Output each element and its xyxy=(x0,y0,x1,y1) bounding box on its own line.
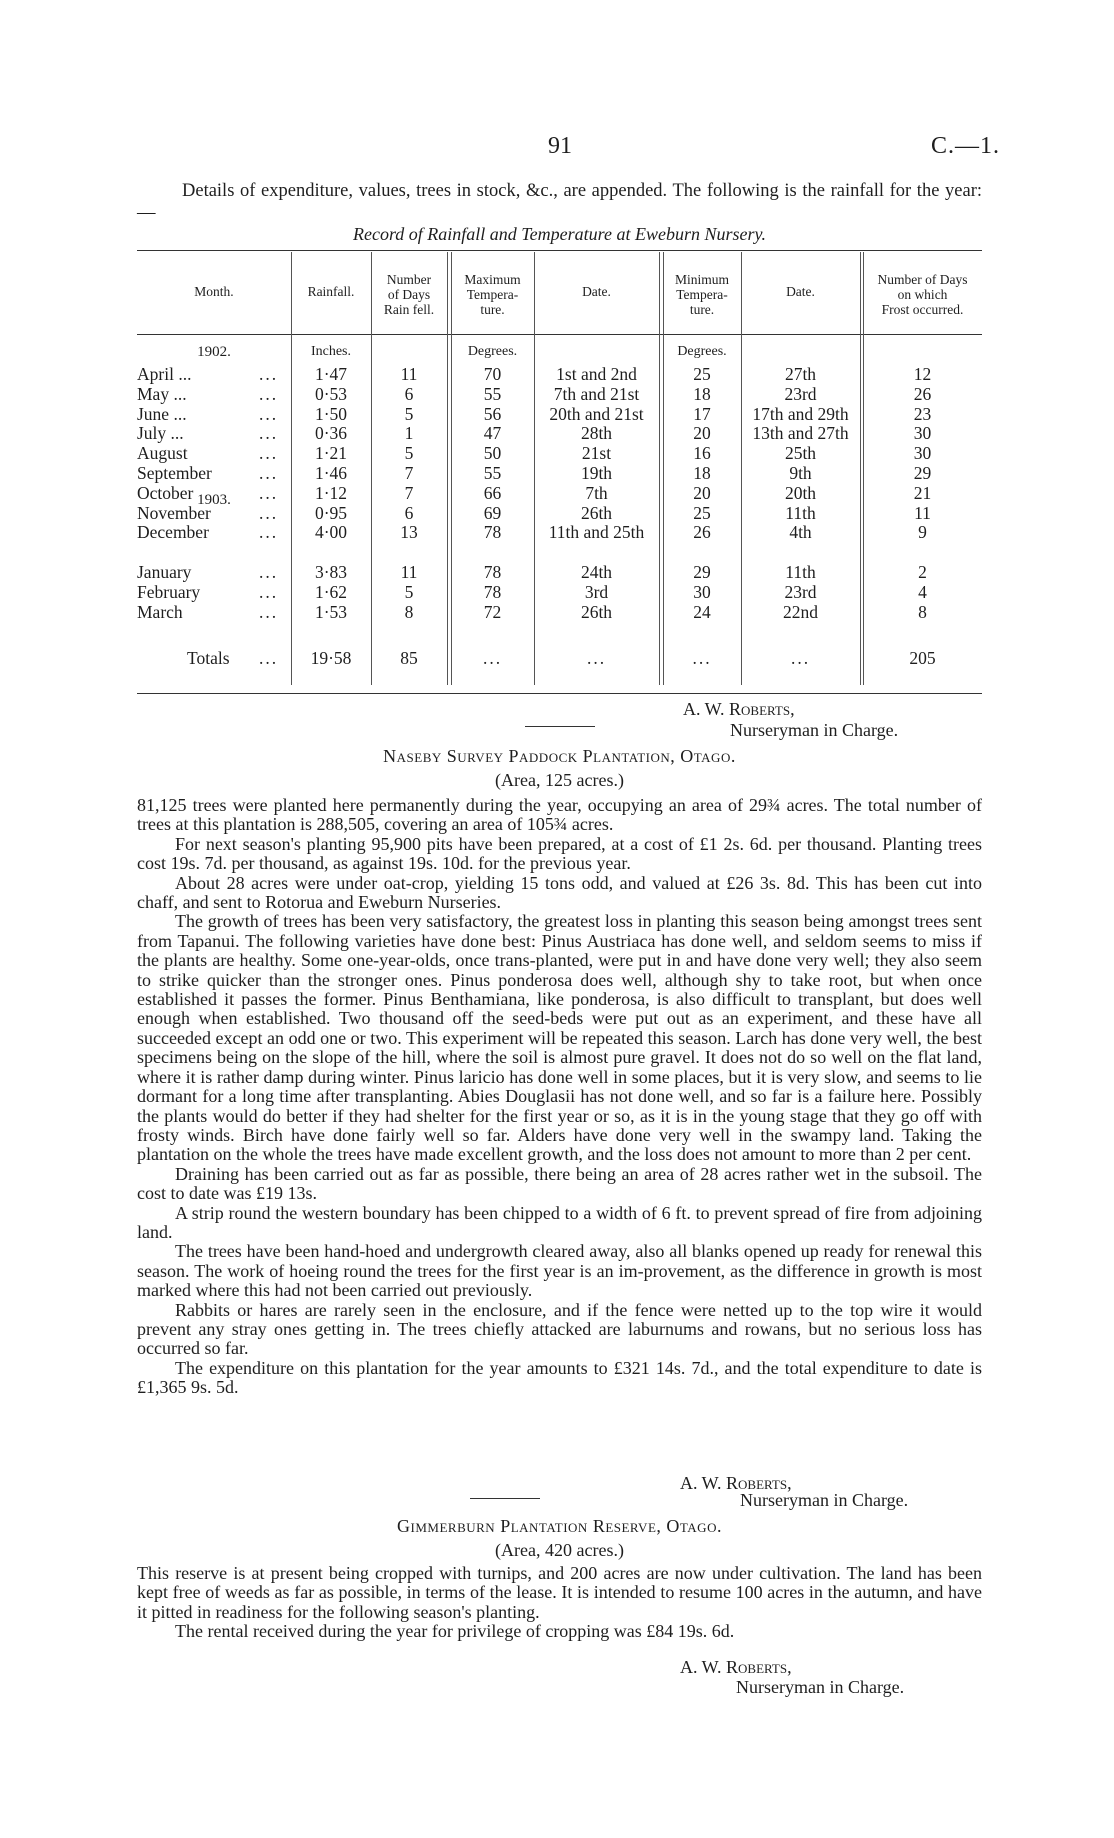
cell-leader-dots: ... xyxy=(259,502,279,523)
cell-days: 6 xyxy=(404,502,414,523)
totals-frost: 205 xyxy=(909,648,936,668)
col-divider xyxy=(860,252,861,685)
totals-date-min-empty: ... xyxy=(790,648,811,668)
header-line: Number of Days xyxy=(877,272,968,287)
cell-days: 11 xyxy=(400,364,418,384)
cell-frost: 26 xyxy=(913,383,932,404)
cell-date-max: 24th xyxy=(580,562,613,582)
totals-rain: 19·58 xyxy=(310,648,352,668)
year-1902: 1902. xyxy=(197,344,231,360)
cell-date-min: 13th and 27th xyxy=(752,423,849,444)
separator-dash xyxy=(470,1498,540,1499)
header-frost-days xyxy=(863,272,982,317)
naseby-paragraph: A strip round the western boundary has been chipped to a width of 6 ft. to prevent spread of fire from adjoining land. xyxy=(137,1202,982,1242)
header-line: Rain fell. xyxy=(383,302,435,317)
section-area-naseby: (Area, 125 acres.) xyxy=(495,770,624,790)
unit-inches: Inches. xyxy=(310,344,352,359)
cell-month: October xyxy=(137,482,194,503)
cell-date-max: 7th and 21st xyxy=(553,383,640,404)
cell-rain: 1·47 xyxy=(314,364,348,384)
cell-frost: 8 xyxy=(918,601,927,622)
cell-min: 20 xyxy=(693,482,711,503)
cell-min: 26 xyxy=(693,522,711,543)
naseby-paragraph: Draining has been carried out as far as possible, there being an area of 28 acres rather wet in the subsoil. The cost to date was £19 13s. xyxy=(137,1163,982,1204)
year-1903: 1903. xyxy=(197,492,231,508)
unit-degrees-min: Degrees. xyxy=(677,344,727,359)
cell-leader-dots: ... xyxy=(259,423,279,444)
cell-min: 16 xyxy=(693,443,711,464)
totals-days: 85 xyxy=(400,648,418,668)
table-bottom-rule xyxy=(137,693,982,694)
cell-frost: 2 xyxy=(918,562,927,582)
cell-min: 17 xyxy=(693,403,711,424)
naseby-paragraph: The growth of trees has been very satisfactory, the greatest loss in planting this season being amongst trees sent from Tapanui. The following varieties have done best: Pinus Austriaca has done well, and seldom seems to miss if the plants are healthy. Some one-year-olds, once trans-planted, were put in and have done very well; they also seem to strike quicker than the stronger ones. Pinus ponderosa does well, although shy to take root, but when once established it passes the former. Pinus Benthamiana, like ponderosa, is also difficult to transplant, but does well enough when established. Two thousand off the seed-beds were put out as an experiment, and these have all succeeded except an odd one or two. This experiment will be repeated this season. Larch has done very well, the best specimens being on the slope of the hill, where the soil is almost pure gravel. It does not do so well on the flat land, where it is rather damp during winter. Pinus laricio has done well in some places, but it is very slow, and seems to lie dormant for a long time after transplanting. Abies Douglasii has not done well, and so far is a failure here. Possibly the plants would do better if they had shelter for the first year or so, as it is in the young stage that they go off with frosty winds. Birch have done fairly well so far. Alders have done very well in the swampy land. Taking the plantation on the whole the trees have made excellent growth, and the loss does not amount to more than 2 per cent. xyxy=(137,911,982,1165)
section-title-gimmerburn: Gimmerburn Plantation Reserve, Otago. xyxy=(397,1516,722,1536)
cell-date-min: 20th xyxy=(784,482,817,503)
cell-leader-dots: ... xyxy=(259,364,279,384)
section-title-naseby: Naseby Survey Paddock Plantation, Otago. xyxy=(383,746,736,766)
cell-rain: 1·12 xyxy=(314,482,348,503)
cell-month: February xyxy=(137,581,201,602)
cell-frost: 23 xyxy=(913,403,932,424)
cell-frost: 9 xyxy=(918,522,927,543)
cell-leader-dots: ... xyxy=(259,403,279,424)
header-line: Minimum xyxy=(674,272,729,287)
table-caption: Record of Rainfall and Temperature at Eweburn Nursery. xyxy=(353,224,766,244)
header-max-temp xyxy=(451,272,534,317)
cell-date-max: 7th xyxy=(585,482,608,503)
table-header-rule xyxy=(137,334,982,335)
cell-min: 20 xyxy=(693,423,711,444)
cell-frost: 30 xyxy=(913,423,932,444)
cell-date-min: 25th xyxy=(784,443,817,464)
cell-date-max: 19th xyxy=(580,463,613,483)
cell-leader-dots: ... xyxy=(259,581,279,602)
cell-frost: 4 xyxy=(918,581,927,602)
cell-rain: 0·53 xyxy=(314,383,348,404)
header-line: Maximum xyxy=(464,272,521,287)
cell-month: August xyxy=(137,443,188,464)
header-date-min: Date. xyxy=(786,284,815,299)
document-reference: C.—1. xyxy=(930,133,1000,159)
header-line: Frost occurred. xyxy=(881,302,964,317)
cell-leader-dots: ... xyxy=(259,443,279,464)
cell-month: July ... xyxy=(137,423,184,444)
cell-leader-dots: ... xyxy=(259,482,279,503)
cell-days: 6 xyxy=(404,383,414,404)
naseby-paragraph: About 28 acres were under oat-crop, yielding 15 tons odd, and valued at £26 3s. 8d. This has been cut into chaff, and sent to Rotorua and Eweburn Nurseries. xyxy=(137,872,982,913)
separator-dash xyxy=(525,726,595,727)
cell-days: 13 xyxy=(400,522,418,543)
naseby-signature-title: Nurseryman in Charge. xyxy=(740,1490,909,1510)
signature-title: Nurseryman in Charge. xyxy=(730,720,899,740)
cell-leader-dots: ... xyxy=(259,383,279,404)
cell-max: 72 xyxy=(483,601,502,622)
cell-date-max: 20th and 21st xyxy=(549,403,644,424)
cell-rain: 1·46 xyxy=(314,463,348,483)
naseby-paragraph: Rabbits or hares are rarely seen in the enclosure, and if the fence were netted up to the top wire it would prevent any stray ones getting in. The trees chiefly attacked are laburnums and rowans, but no serious loss has occurred so far. xyxy=(137,1299,982,1359)
gimmerburn-body xyxy=(137,1564,982,1642)
section-area-gimmerburn: (Area, 420 acres.) xyxy=(495,1540,624,1560)
cell-date-min: 9th xyxy=(789,463,812,483)
header-date-max: Date. xyxy=(582,284,611,299)
header-line: Tempera- xyxy=(466,287,519,302)
cell-min: 18 xyxy=(693,463,711,483)
cell-date-max: 3rd xyxy=(584,581,609,602)
cell-rain: 0·95 xyxy=(314,502,348,523)
cell-month: September xyxy=(137,463,212,483)
cell-frost: 11 xyxy=(914,502,931,523)
cell-max: 69 xyxy=(483,502,502,523)
cell-days: 7 xyxy=(404,463,414,483)
cell-max: 78 xyxy=(483,562,502,582)
header-line: on which xyxy=(897,287,948,302)
cell-date-max: 1st and 2nd xyxy=(556,364,637,384)
page-number: 91 xyxy=(548,133,572,159)
cell-rain: 4·00 xyxy=(314,522,348,543)
cell-days: 8 xyxy=(404,601,414,622)
cell-month: December xyxy=(137,522,209,543)
cell-month: May ... xyxy=(137,383,187,404)
cell-month: April ... xyxy=(137,364,192,384)
cell-days: 1 xyxy=(404,423,414,444)
cell-rain: 1·62 xyxy=(314,581,348,602)
cell-frost: 29 xyxy=(913,463,932,483)
rainfall-temperature-table xyxy=(137,250,982,696)
header-days-rain xyxy=(371,272,447,317)
header-line: ture. xyxy=(480,302,505,317)
cell-days: 5 xyxy=(404,581,414,602)
cell-days: 11 xyxy=(400,562,418,582)
cell-max: 70 xyxy=(483,364,502,384)
cell-days: 5 xyxy=(404,403,414,424)
totals-dots: ... xyxy=(259,648,279,668)
naseby-body xyxy=(137,796,982,1398)
cell-date-min: 22nd xyxy=(783,601,818,622)
naseby-signature-name-text: A. W. Roberts, xyxy=(680,1473,792,1493)
cell-max: 55 xyxy=(483,383,502,404)
cell-date-min: 17th and 29th xyxy=(752,403,849,424)
cell-month: January xyxy=(137,562,192,582)
cell-min: 25 xyxy=(693,364,711,384)
cell-month: November xyxy=(137,502,211,523)
cell-rain: 3·83 xyxy=(314,562,348,582)
gimmerburn-paragraph: The rental received during the year for privilege of cropping was £84 19s. 6d. xyxy=(175,1621,735,1642)
cell-min: 25 xyxy=(693,502,711,523)
cell-max: 78 xyxy=(483,522,502,543)
cell-month: March xyxy=(137,601,183,622)
naseby-paragraph: For next season's planting 95,900 pits have been prepared, at a cost of £1 2s. 6d. per thousand. Planting trees cost 19s. 7d. per thousand, as against 19s. 10d. for the previous year. xyxy=(137,833,982,874)
cell-frost: 12 xyxy=(913,364,932,384)
header-line: of Days xyxy=(387,287,431,302)
cell-date-min: 11th xyxy=(785,502,816,523)
cell-leader-dots: ... xyxy=(259,463,279,483)
cell-date-min: 4th xyxy=(789,522,812,543)
cell-max: 55 xyxy=(483,463,502,483)
cell-leader-dots: ... xyxy=(259,522,279,543)
cell-rain: 1·50 xyxy=(314,403,348,424)
cell-rain: 0·36 xyxy=(314,423,348,444)
intro-text: Details of expenditure, values, trees in stock, &c., are appended. The following is the rainfall for the year:— xyxy=(137,181,982,223)
cell-date-min: 23rd xyxy=(784,581,817,602)
cell-date-max: 28th xyxy=(580,423,613,444)
cell-days: 7 xyxy=(404,482,414,503)
header-line: Number xyxy=(386,272,432,287)
intro-paragraph xyxy=(137,180,982,224)
header-min-temp xyxy=(663,272,741,317)
cell-max: 50 xyxy=(483,443,502,464)
header-month: Month. xyxy=(194,284,234,299)
table-top-rule xyxy=(137,250,982,251)
gimmerburn-signature-title: Nurseryman in Charge. xyxy=(736,1677,905,1697)
cell-days: 5 xyxy=(404,443,414,464)
cell-min: 18 xyxy=(693,383,711,404)
col-divider xyxy=(659,252,660,685)
cell-min: 24 xyxy=(693,601,711,622)
cell-max: 47 xyxy=(483,423,502,444)
naseby-paragraph: 81,125 trees were planted here permanently during the year, occupying an area of 29¾ acres. The total number of trees at this plantation is 288,505, covering an area of 105¾ acres. xyxy=(137,795,982,835)
cell-rain: 1·53 xyxy=(314,601,348,622)
unit-degrees-max: Degrees. xyxy=(467,344,518,359)
cell-date-max: 26th xyxy=(580,502,613,523)
cell-date-max: 26th xyxy=(580,601,613,622)
cell-min: 30 xyxy=(693,581,711,602)
totals-label: Totals xyxy=(187,648,230,668)
cell-date-min: 11th xyxy=(785,562,816,582)
cell-max: 78 xyxy=(483,581,502,602)
header-line: Tempera- xyxy=(676,287,728,302)
cell-date-min: 27th xyxy=(784,364,817,384)
cell-date-min: 23rd xyxy=(784,383,817,404)
cell-leader-dots: ... xyxy=(259,601,279,622)
header-rainfall: Rainfall. xyxy=(307,284,355,299)
gimmerburn-paragraph: This reserve is at present being cropped with turnips, and 200 acres are now under cultivation. The land has been kept free of weeds as far as possible, in terms of the lease. It is intended to resume 100 acres in the autumn, and have it pitted in readiness for the following season's planting. xyxy=(137,1563,982,1622)
col-divider xyxy=(447,252,448,685)
totals-date-max-empty: ... xyxy=(586,648,607,668)
header-line: ture. xyxy=(689,302,715,317)
signature-name xyxy=(683,698,795,720)
cell-frost: 21 xyxy=(913,482,932,503)
cell-leader-dots: ... xyxy=(259,562,279,582)
cell-max: 66 xyxy=(483,482,502,503)
cell-date-max: 21st xyxy=(581,443,612,464)
cell-rain: 1·21 xyxy=(314,443,348,464)
naseby-paragraph: The trees have been hand-hoed and undergrowth cleared away, also all blanks opened up ready for renewal this season. The work of hoeing round the trees for the first year is an im-provement, as the difference in growth is most marked where this had not been carried out previously. xyxy=(137,1241,982,1301)
gimmerburn-signature-name-text: A. W. Roberts, xyxy=(680,1657,792,1677)
naseby-expenditure: The expenditure on this plantation for the year amounts to £321 14s. 7d., and the total expenditure to date is £1,365 9s. 5d. xyxy=(137,1357,982,1398)
gimmerburn-signature-name xyxy=(680,1656,792,1678)
cell-month: June ... xyxy=(137,403,187,424)
signature-name-text: A. W. Roberts, xyxy=(683,699,795,719)
cell-max: 56 xyxy=(483,403,502,424)
cell-frost: 30 xyxy=(913,443,932,464)
totals-min-empty: ... xyxy=(692,648,712,668)
totals-max-empty: ... xyxy=(482,648,503,668)
cell-date-max: 11th and 25th xyxy=(548,522,645,543)
cell-min: 29 xyxy=(693,562,711,582)
